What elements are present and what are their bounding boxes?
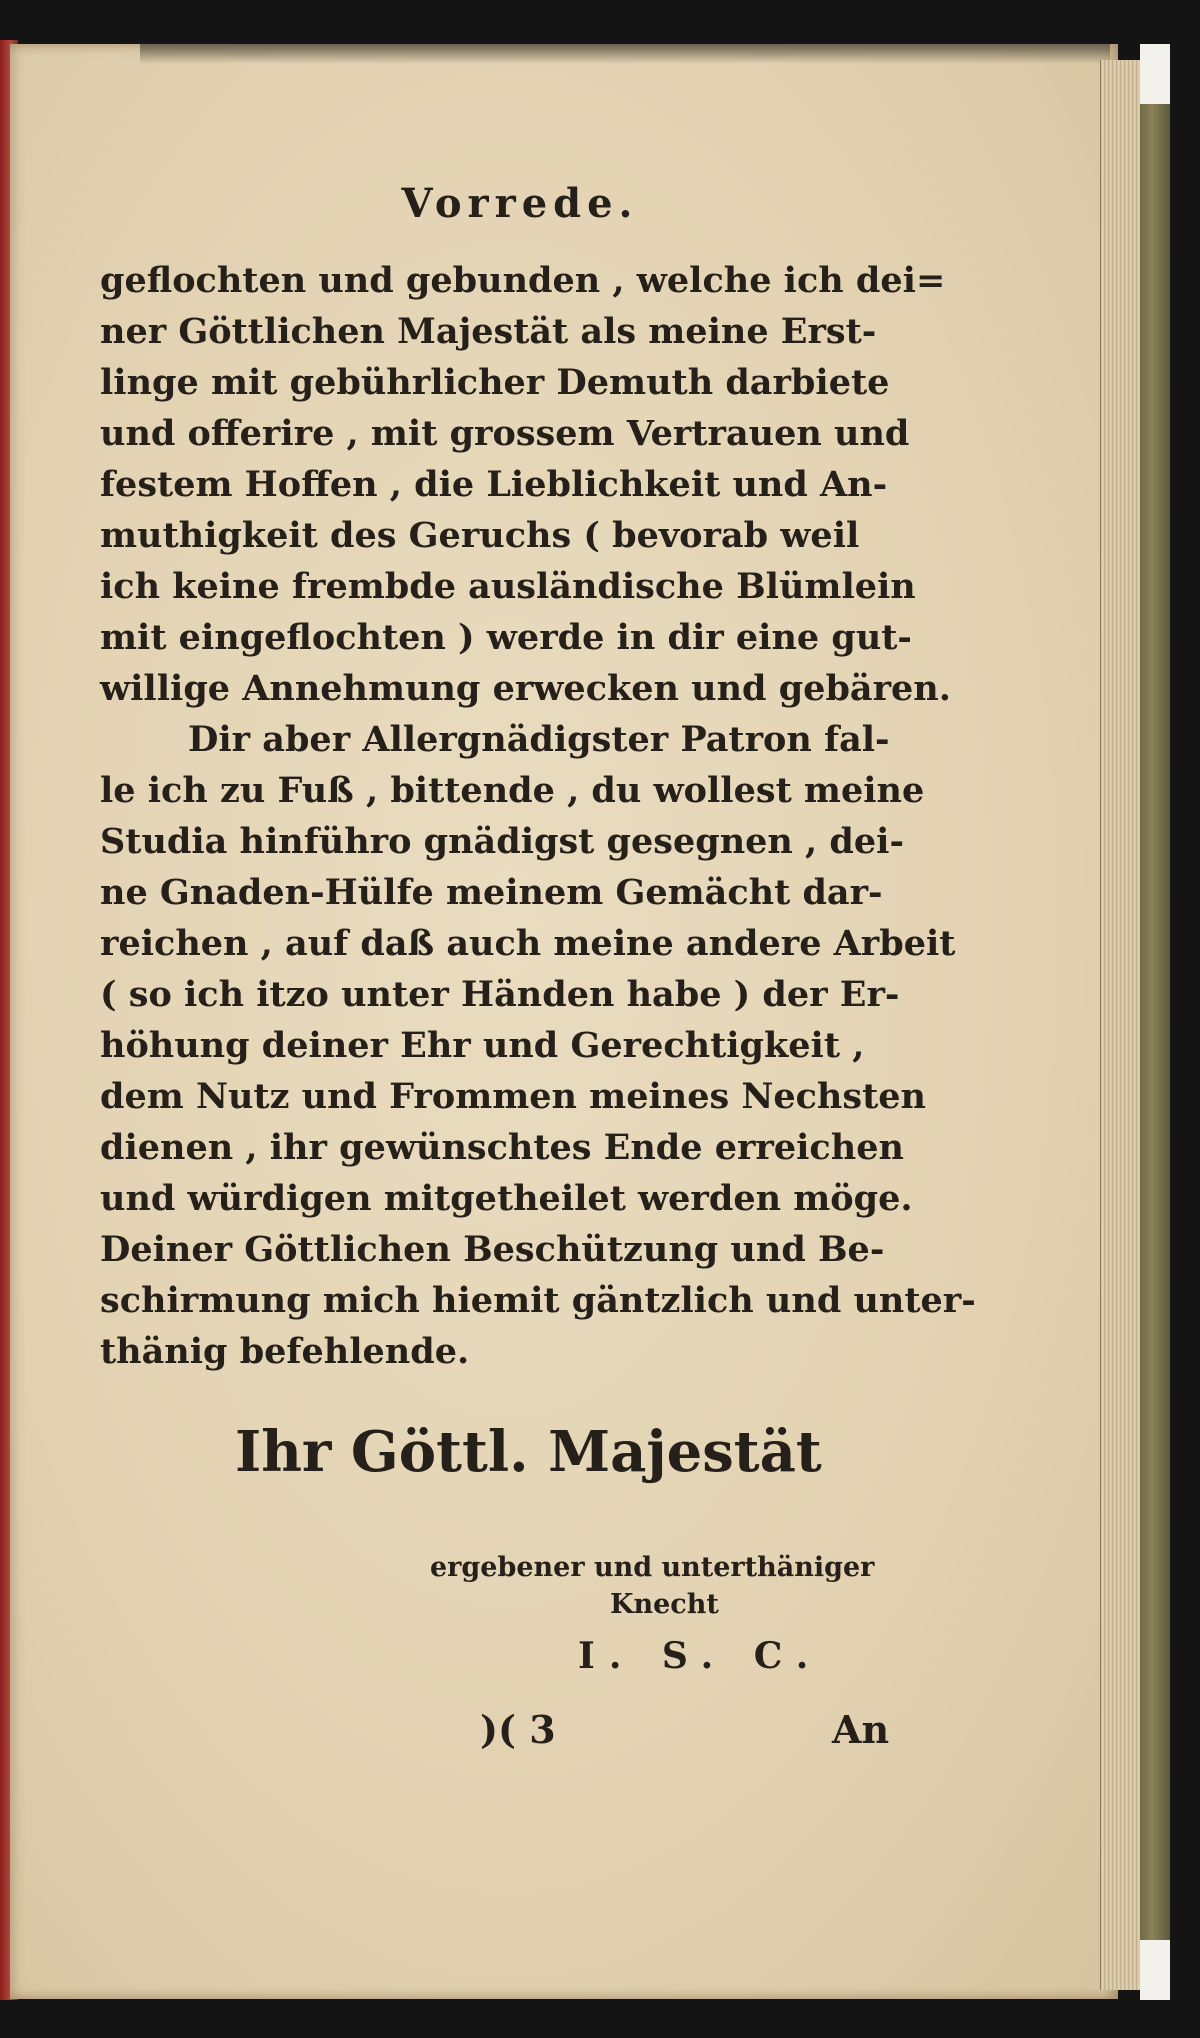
body-text <box>100 255 976 1377</box>
body-line: dem Nutz und Frommen meines Nechsten <box>100 1076 926 1117</box>
catchword: An <box>832 1707 890 1752</box>
body-line: ( so ich itzo unter Händen habe ) der Er- <box>100 974 900 1015</box>
body-line: muthigkeit des Geruchs ( bevorab weil <box>100 515 860 556</box>
body-line: Dir aber Allergnädigster Patron fal- <box>188 719 890 760</box>
body-line: Deiner Göttlichen Beschützung und Be- <box>100 1229 885 1270</box>
body-line: und würdigen mitgetheilet werden möge. <box>100 1178 913 1219</box>
author-initials: I. S. C. <box>578 1635 823 1677</box>
body-line: schirmung mich hiemit gäntzlich und unter- <box>100 1280 976 1321</box>
body-line: le ich zu Fuß , bittende , du wollest meine <box>100 770 925 811</box>
corner-tab-bottom <box>1140 1940 1170 2000</box>
body-line: ne Gnaden-Hülfe meinem Gemächt dar- <box>100 872 883 913</box>
body-line: ich keine frembde ausländische Blümlein <box>100 566 916 607</box>
body-line: geflochten und gebunden , welche ich dei= <box>100 260 946 301</box>
signature-line: Knecht <box>610 1589 719 1620</box>
body-line: Studia hinführo gnädigst gesegnen , dei- <box>100 821 904 862</box>
page-top-shadow <box>140 44 1110 64</box>
corner-tab-top <box>1140 44 1170 104</box>
page-stack-edge <box>1100 60 1141 1990</box>
signature-line: ergebener und unterthäniger <box>430 1552 875 1583</box>
body-line: mit eingeflochten ) werde in dir eine gut- <box>100 617 912 658</box>
salutation: Ihr Göttl. Majestät <box>235 1419 822 1485</box>
body-line: höhung deiner Ehr und Gerechtigkeit , <box>100 1025 865 1066</box>
cover-edge <box>1140 90 1170 1970</box>
running-head: Vorrede. <box>401 180 639 227</box>
body-line: willige Annehmung erwecken und gebären. <box>100 668 951 709</box>
body-line: linge mit gebührlicher Demuth darbiete <box>100 362 890 403</box>
body-line: reichen , auf daß auch meine andere Arbeit <box>100 923 956 964</box>
body-line: und offerire , mit grossem Vertrauen und <box>100 413 910 454</box>
body-line: ner Göttlichen Majestät als meine Erst- <box>100 311 877 352</box>
body-line: festem Hoffen , die Lieblichkeit und An- <box>100 464 888 505</box>
page-footer <box>100 1707 900 1767</box>
body-line: thänig befehlende. <box>100 1331 470 1372</box>
signature-mark: )( 3 <box>480 1707 556 1752</box>
text-column <box>100 180 976 1767</box>
body-line: dienen , ihr gewünschtes Ende erreichen <box>100 1127 904 1168</box>
